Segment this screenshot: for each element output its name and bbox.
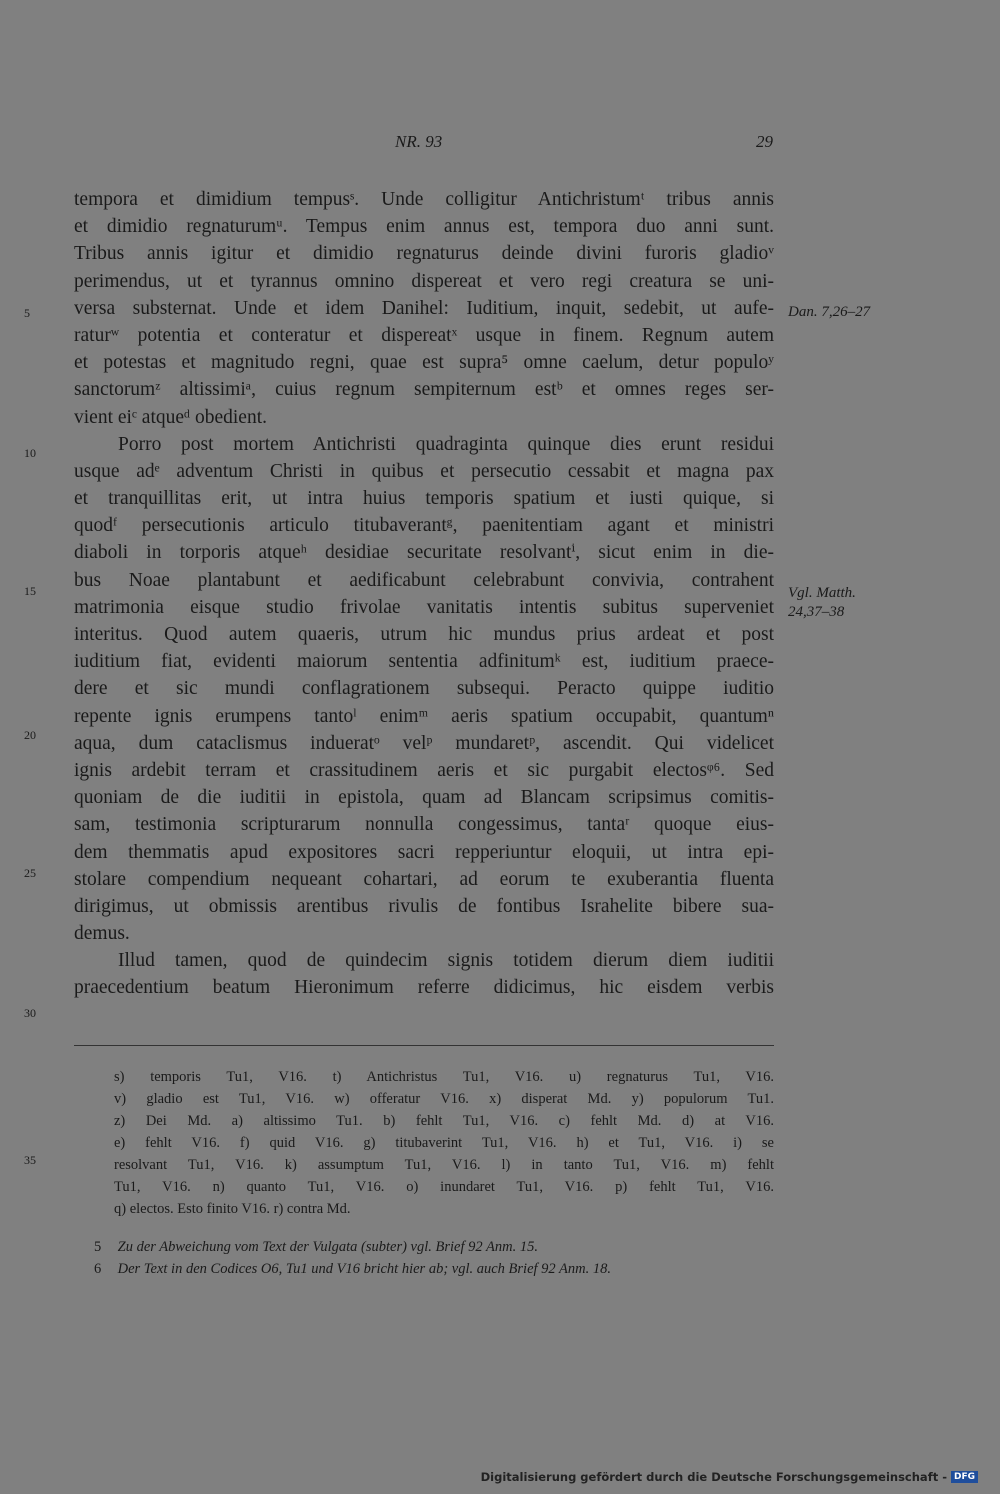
text-line: iuditium fiat, evidenti maiorum sententia adfinitumᵏ est, iuditium praece- [74,651,774,673]
footnotes [94,1236,784,1280]
credit-text: Digitalisierung gefördert durch die Deutsche Forschungsgemeinschaft - [480,1470,947,1484]
margin-reference: 24,37–38 [788,604,845,620]
text-line: dere et sic mundi conflagrationem subsequi. Peracto quippe iuditio [74,678,774,700]
footnote-number: 5 [94,1239,102,1255]
text-line: diaboli in torporis atqueʰ desidiae securitate resolvantⁱ, sicut enim in die- [74,542,774,564]
line-number: 35 [24,1153,36,1167]
footnote-text: Zu der Abweichung vom Text der Vulgata (subter) vgl. Brief 92 Anm. 15. [117,1239,538,1255]
apparatus-line: s) temporis Tu1, V16. t) Antichristus Tu1, V16. u) regnaturus Tu1, V16. [114,1069,774,1085]
text-line: quodᶠ persecutionis articulo titubaverantᵍ, paenitentiam agant et ministri [74,515,774,537]
text-line: interitus. Quod autem quaeris, utrum hic mundus prius ardeat et post [74,624,774,645]
line-number: 30 [24,1006,36,1020]
line-number: 25 [24,866,36,880]
running-title: NR. 93 [395,132,443,151]
text-line: bus Noae plantabunt et aedificabunt celebrabunt convivia, contrahent [74,569,774,591]
apparatus-line: e) fehlt V16. f) quid V16. g) titubaverint Tu1, V16. h) et Tu1, V16. i) se [114,1135,774,1151]
margin-reference: Dan. 7,26–27 [788,304,871,320]
text-line: vient eiᶜ atqueᵈ obedient. [74,406,267,428]
footnote-text: Der Text in den Codices O6, Tu1 und V16 bricht hier ab; vgl. auch Brief 92 Anm. 18. [117,1261,611,1277]
text-line: usque adᵉ adventum Christi in quibus et persecutio cessabit et magna pax [74,460,774,482]
text-line: tempora et dimidium tempusˢ. Unde colligitur Antichristumᵗ tribus annis [74,189,774,210]
text-line: stolare compendium nequeant cohartari, ad eorum te exuberantia fluenta [74,868,774,890]
apparatus-divider [74,1045,774,1046]
line-number: 5 [24,306,30,320]
text-line: Porro post mortem Antichristi quadraginta quinque dies erunt residui [118,433,774,455]
text-line: aqua, dum cataclismus indueratᵒ velᵖ mundaretᵖ, ascendit. Qui videlicet [74,732,774,754]
line-number: 10 [24,446,36,460]
text-line: sam, testimonia scripturarum nonnulla congessimus, tantaʳ quoque eius- [74,814,774,836]
text-line: et potestas et magnitudo regni, quae est supra⁵ omne caelum, detur populoʸ [74,352,774,374]
text-line: dem themmatis apud expositores sacri repperiuntur eloquii, ut intra epi- [74,841,774,863]
text-line: raturʷ potentia et conteratur et dispereatˣ usque in finem. Regnum autem [74,324,774,346]
text-line: demus. [74,923,130,945]
text-line: et tranquillitas erit, ut intra huius temporis spatium et iusti quique, si [74,488,774,510]
text-line: dirigimus, ut obmissis arentibus rivulis de fontibus Israhelite bibere sua- [74,895,774,917]
line-number: 20 [24,728,36,742]
text-line: Illud tamen, quod de quindecim signis totidem dierum diem iuditii [118,950,774,972]
text-line: praecedentium beatum Hieronimum referre didicimus, hic eisdem verbis [74,977,774,999]
footnote [94,1236,784,1258]
page-number: 29 [756,132,773,151]
line-number: 15 [24,584,36,598]
critical-apparatus [114,1066,774,1220]
text-line: quoniam de die iuditii in epistola, quam ad Blancam scripsimus comitis- [74,787,774,809]
apparatus-line: z) Dei Md. a) altissimo Tu1. b) fehlt Tu1, V16. c) fehlt Md. d) at V16. [114,1113,774,1129]
text-line: matrimonia eisque studio frivolae vanitatis intentis subitus superveniet [74,596,774,618]
text-line: repente ignis erumpens tantoˡ enimᵐ aeris spatium occupabit, quantumⁿ [74,705,774,727]
text-line: sanctorumᶻ altissimiᵃ, cuius regnum sempiternum estᵇ et omnes reges ser- [74,379,774,401]
text-line: perimendus, ut et tyrannus omnino dispereat et vero regi creatura se uni- [74,270,774,292]
main-text [74,186,774,1002]
footnote [94,1258,784,1280]
apparatus-line: resolvant Tu1, V16. k) assumptum Tu1, V16. l) in tanto Tu1, V16. m) fehlt [114,1157,774,1173]
margin-reference: Vgl. Matth. [788,585,856,601]
text-line: Tribus annis igitur et dimidio regnaturus deinde divini furoris gladioᵛ [74,243,774,265]
footnote-number: 6 [94,1261,102,1277]
digitization-credit [481,1470,978,1484]
dfg-logo: DFG [951,1471,978,1483]
apparatus-line: q) electos. Esto finito V16. r) contra Md. [114,1201,351,1217]
apparatus-line: v) gladio est Tu1, V16. w) offeratur V16. x) disperat Md. y) populorum Tu1. [114,1091,774,1107]
text-line: ignis ardebit terram et crassitudinem aeris et sic purgabit electosᵠ⁶. Sed [74,759,774,781]
text-line: et dimidio regnaturumᵘ. Tempus enim annus est, tempora duo anni sunt. [74,216,774,238]
text-line: versa substernat. Unde et idem Danihel: Iuditium, inquit, sedebit, ut aufe- [74,297,774,319]
apparatus-line: Tu1, V16. n) quanto Tu1, V16. o) inundaret Tu1, V16. p) fehlt Tu1, V16. [114,1179,774,1195]
